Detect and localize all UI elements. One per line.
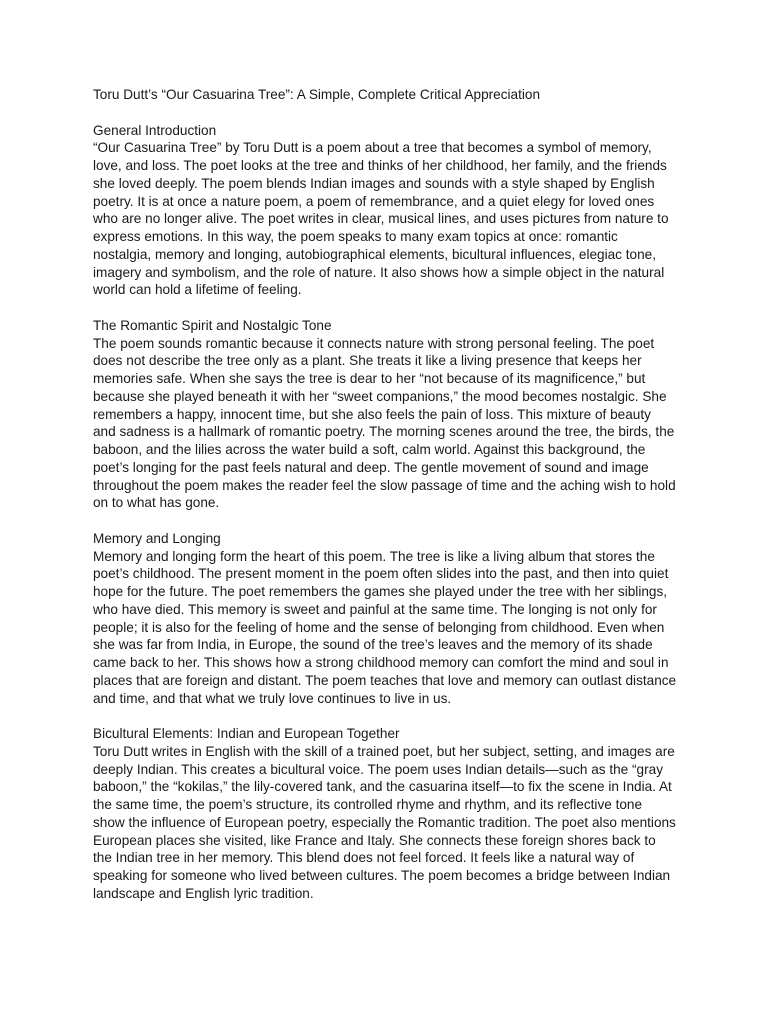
section-paragraph: “Our Casuarina Tree” by Toru Dutt is a poem about a tree that becomes a symbol of memory, love, and loss. The poet looks at the tree and thinks of her childhood, her family, and the friends she loved deeply. The poem blends Indian images and sounds with a style shaped by English poetry. It is at once a nature poem, a poem of remembrance, and a quiet elegy for loved ones who are no longer alive. The poet writes in clear, musical lines, and uses pictures from nature to express emotions. In this way, the poem speaks to many exam topics at once: romantic nostalgia, memory and longing, autobiographical elements, bicultural influences, elegiac tone, imagery and symbolism, and the role of nature. It also shows how a simple object in the natural world can hold a lifetime of feeling. <box>93 140 669 298</box>
document-content <box>93 86 677 920</box>
section-heading: The Romantic Spirit and Nostalgic Tone <box>93 317 332 333</box>
document-title: Toru Dutt’s “Our Casuarina Tree”: A Simple, Complete Critical Appreciation <box>93 87 541 102</box>
section-memory-longing <box>93 530 677 708</box>
section-paragraph: The poem sounds romantic because it connects nature with strong personal feeling. The poet does not describe the tree only as a plant. She treats it like a living presence that keeps her memories safe. When she says the tree is dear to her “not because of its magnificence,” but because she played beneath it with her “sweet companions,” the mood becomes nostalgic. She remembers a happy, innocent time, but she also feels the pain of loss. This mixture of beauty and sadness is a hallmark of romantic poetry. The morning scenes around the tree, the birds, the baboon, and the lilies across the water build a soft, calm world. Against this background, the poet’s longing for the past feels natural and deep. The gentle movement of sound and image throughout the poem makes the reader feel the slow passage of time and the aching wish to hold on to what has gone. <box>93 335 676 511</box>
section-paragraph: Memory and longing form the heart of this poem. The tree is like a living album that stores the poet’s childhood. The present moment in the poem often slides into the past, and then into quiet hope for the future. The poet remembers the games she played under the tree with her siblings, who have died. This memory is sweet and painful at the same time. The longing is not only for people; it is also for the feeling of home and the sense of belonging from childhood. Even when she was far from India, in Europe, the sound of the tree’s leaves and the memory of its shade came back to her. This shows how a strong childhood memory can comfort the mind and soul in places that are foreign and distant. The poem teaches that love and memory can outlast distance and time, and that what we truly love continues to live in us. <box>93 548 677 706</box>
section-heading: General Introduction <box>93 122 217 138</box>
section-general-introduction <box>93 122 677 300</box>
section-paragraph: Toru Dutt writes in English with the skill of a trained poet, but her subject, setting, and images are deeply Indian. This creates a bicultural voice. The poem uses Indian details—such as the “gray baboon,” the “kokilas,” the lily-covered tank, and the casuarina itself—to fix the scene in India. At the same time, the poem’s structure, its controlled rhyme and rhythm, and its reflective tone show the influence of European poetry, especially the Romantic tradition. The poet also mentions European places she visited, like France and Italy. She connects these foreign shores back to the Indian tree in her memory. This blend does not feel forced. It feels like a natural way of speaking for someone who lived between cultures. The poem becomes a bridge between Indian landscape and English lyric tradition. <box>93 743 676 901</box>
section-bicultural-elements <box>93 725 677 903</box>
section-heading: Memory and Longing <box>93 530 221 546</box>
section-romantic-spirit <box>93 317 677 512</box>
section-heading: Bicultural Elements: Indian and European Together <box>93 726 400 741</box>
